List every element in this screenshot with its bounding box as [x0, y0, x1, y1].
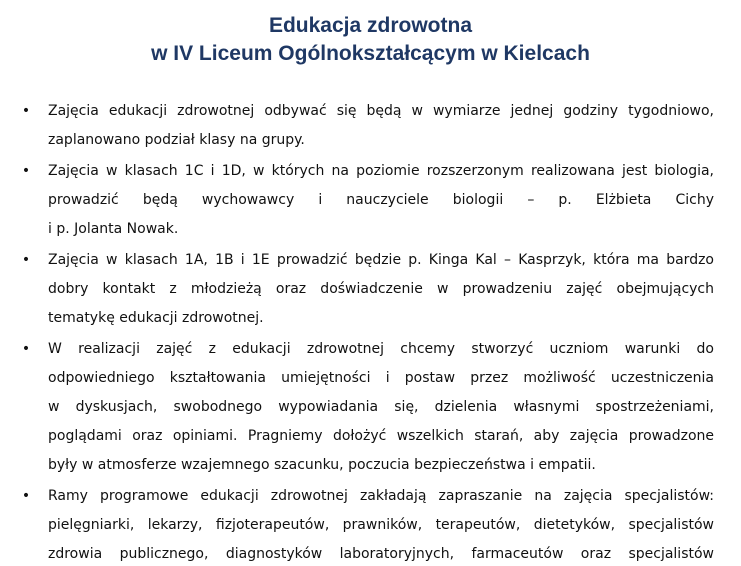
text-line: były w atmosferze wzajemnego szacunku, poczucia bezpieczeństwa i empatii.: [48, 457, 596, 473]
text-line: Ramy programowe edukacji zdrowotnej zakładają zapraszanie na zajęcia specjalistów:: [48, 488, 714, 504]
bullet-icon: •: [21, 103, 31, 119]
list-item: [20, 482, 714, 566]
list-item: [20, 157, 714, 244]
bullet-icon: •: [21, 341, 31, 357]
bullet-icon: •: [21, 488, 31, 504]
text-line: zdrowia publicznego, diagnostyków laboratoryjnych, farmaceutów oraz specjalistów: [48, 546, 714, 562]
bullet-icon: •: [21, 252, 31, 268]
text-line: w dyskusjach, swobodnego wypowiadania się, dzielenia własnymi spostrzeżeniami,: [48, 399, 714, 415]
bullet-list: [20, 97, 714, 566]
text-line: Zajęcia w klasach 1C i 1D, w których na poziomie rozszerzonym realizowana jest biologia,: [48, 163, 714, 179]
title-line-2: w IV Liceum Ogólnokształcącym w Kielcach: [151, 42, 590, 65]
text-line: tematykę edukacji zdrowotnej.: [48, 310, 264, 326]
text-line: i p. Jolanta Nowak.: [48, 221, 179, 237]
text-line: prowadzić będą wychowawcy i nauczyciele biologii – p. Elżbieta Cichy: [48, 192, 714, 208]
text-line: pielęgniarki, lekarzy, fizjoterapeutów, prawników, terapeutów, dietetyków, specjalistów: [48, 517, 714, 533]
list-item: [20, 335, 714, 480]
text-line: dobry kontakt z młodzieżą oraz doświadczenie w prowadzeniu zajęć obejmujących: [48, 281, 714, 297]
text-line: W realizacji zajęć z edukacji zdrowotnej chcemy stworzyć uczniom warunki do: [48, 341, 714, 357]
page-title: [0, 12, 741, 68]
list-item: [20, 246, 714, 333]
list-item: [20, 97, 714, 155]
text-line: poglądami oraz opiniami. Pragniemy dołożyć wszelkich starań, aby zajęcia prowadzone: [48, 428, 714, 444]
text-line: Zajęcia edukacji zdrowotnej odbywać się będą w wymiarze jednej godziny tygodniowo,: [48, 103, 714, 119]
title-line-1: Edukacja zdrowotna: [268, 14, 473, 37]
text-line: odpowiedniego kształtowania umiejętności i postaw przez możliwość uczestniczenia: [48, 370, 714, 386]
bullet-icon: •: [21, 163, 31, 179]
text-line: Zajęcia w klasach 1A, 1B i 1E prowadzić będzie p. Kinga Kal – Kasprzyk, która ma bardzo: [48, 252, 714, 268]
text-line: zaplanowano podział klasy na grupy.: [48, 132, 305, 148]
